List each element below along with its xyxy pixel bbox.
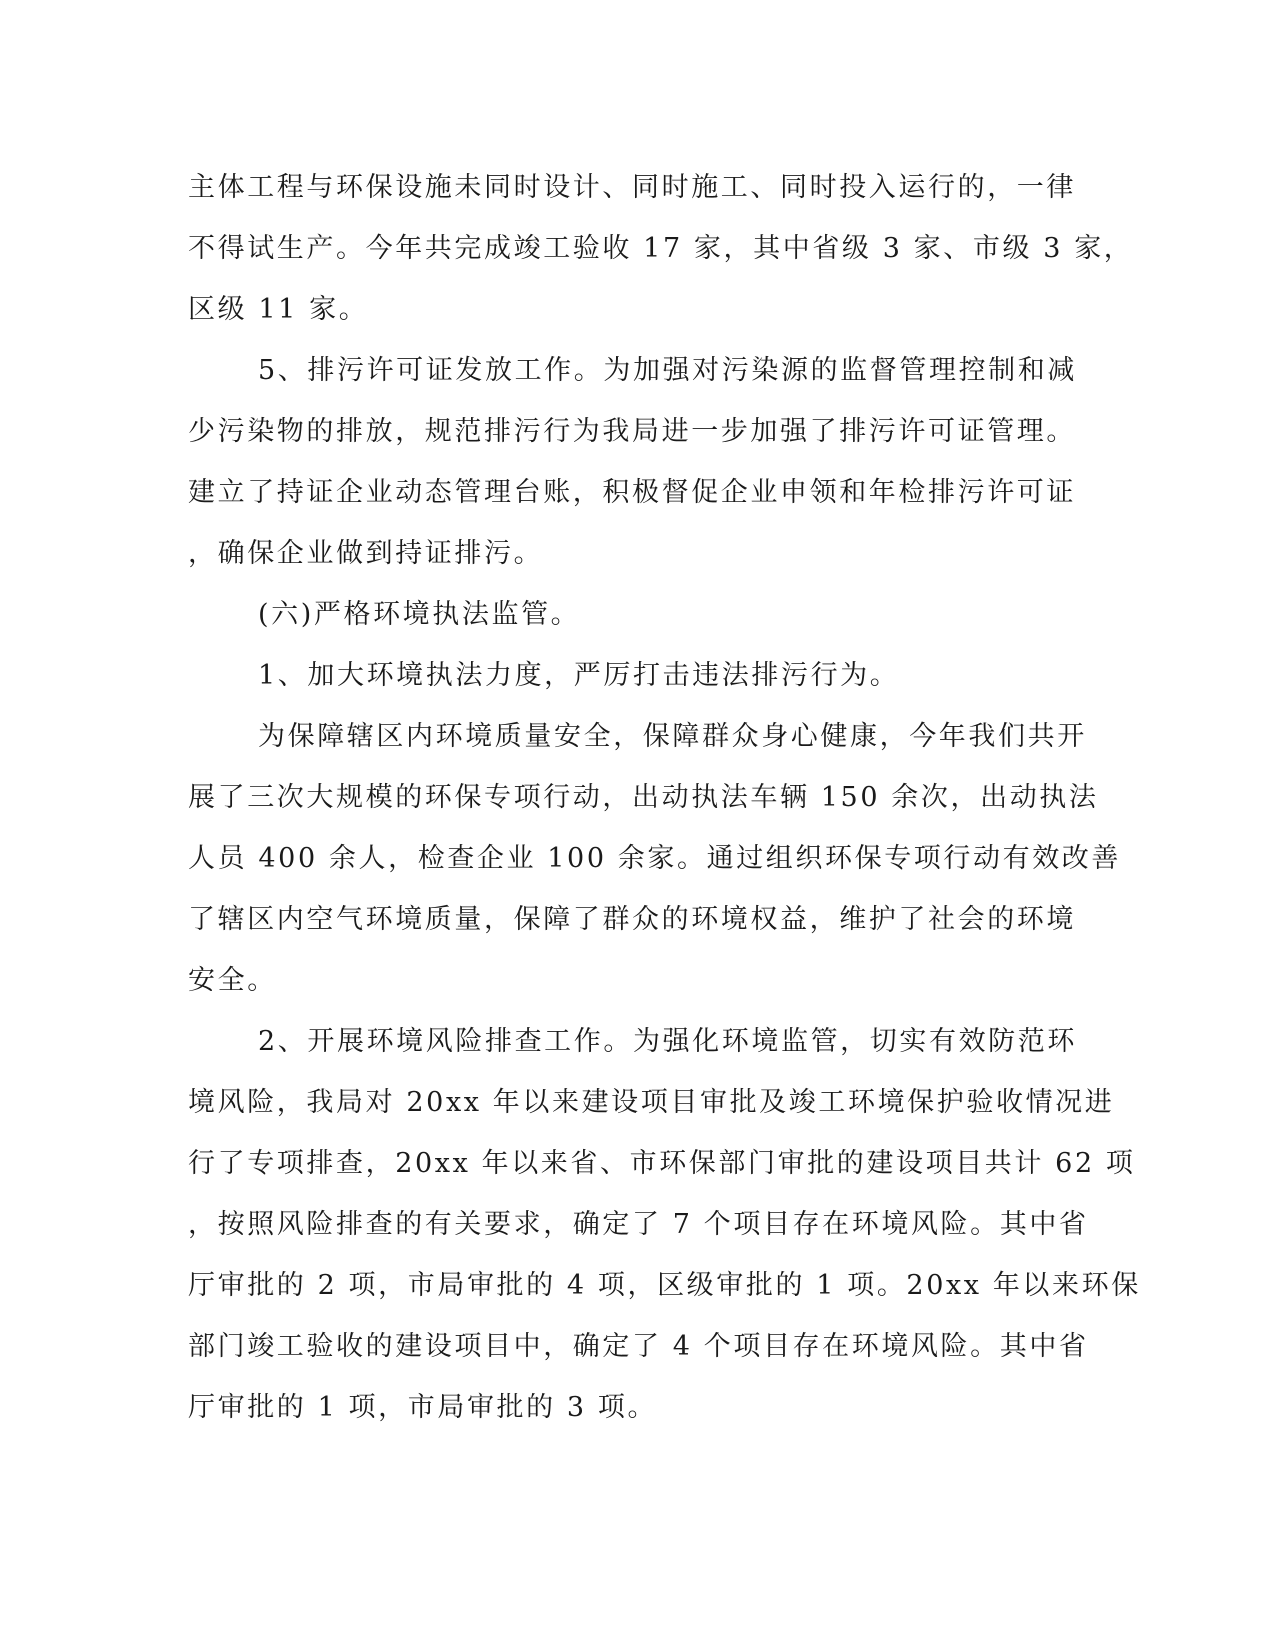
document-body	[188, 157, 1141, 1438]
text-line: 主体工程与环保设施未同时设计、同时施工、同时投入运行的，一律	[188, 172, 1076, 203]
paragraph-start-line: 为保障辖区内环境质量安全，保障群众身心健康，今年我们共开	[258, 721, 1087, 752]
text-line: 境风险，我局对 20xx 年以来建设项目审批及竣工环境保护验收情况进	[188, 1087, 1115, 1118]
text-line: ，按照风险排查的有关要求，确定了 7 个项目存在环境风险。其中省	[188, 1209, 1089, 1240]
paragraph-start-line: 5、排污许可证发放工作。为加强对污染源的监督管理控制和减	[258, 355, 1077, 386]
text-line: 厅审批的 2 项，市局审批的 4 项，区级审批的 1 项。20xx 年以来环保	[188, 1270, 1141, 1301]
paragraph-start-line: 2、开展环境风险排查工作。为强化环境监管，切实有效防范环	[258, 1026, 1077, 1057]
text-line: 安全。	[188, 965, 277, 996]
section-heading: (六)严格环境执法监管。	[258, 599, 581, 630]
text-line: 厅审批的 1 项，市局审批的 3 项。	[188, 1392, 658, 1423]
text-line: 部门竣工验收的建设项目中，确定了 4 个项目存在环境风险。其中省	[188, 1331, 1089, 1362]
text-line: 展了三次大规模的环保专项行动，出动执法车辆 150 余次，出动执法	[188, 782, 1099, 813]
text-line: 区级 11 家。	[188, 294, 369, 325]
text-line: 建立了持证企业动态管理台账，积极督促企业申领和年检排污许可证	[188, 477, 1076, 508]
text-line: 了辖区内空气环境质量，保障了群众的环境权益，维护了社会的环境	[188, 904, 1076, 935]
text-line: 不得试生产。今年共完成竣工验收 17 家，其中省级 3 家、市级 3 家，	[188, 233, 1134, 264]
text-line: 少污染物的排放，规范排污行为我局进一步加强了排污许可证管理。	[188, 416, 1076, 447]
text-line: 行了专项排查，20xx 年以来省、市环保部门审批的建设项目共计 62 项	[188, 1148, 1136, 1179]
text-line: ，确保企业做到持证排污。	[188, 538, 544, 569]
subsection-heading: 1、加大环境执法力度，严厉打击违法排污行为。	[258, 660, 900, 691]
text-line: 人员 400 余人，检查企业 100 余家。通过组织环保专项行动有效改善	[188, 843, 1121, 874]
